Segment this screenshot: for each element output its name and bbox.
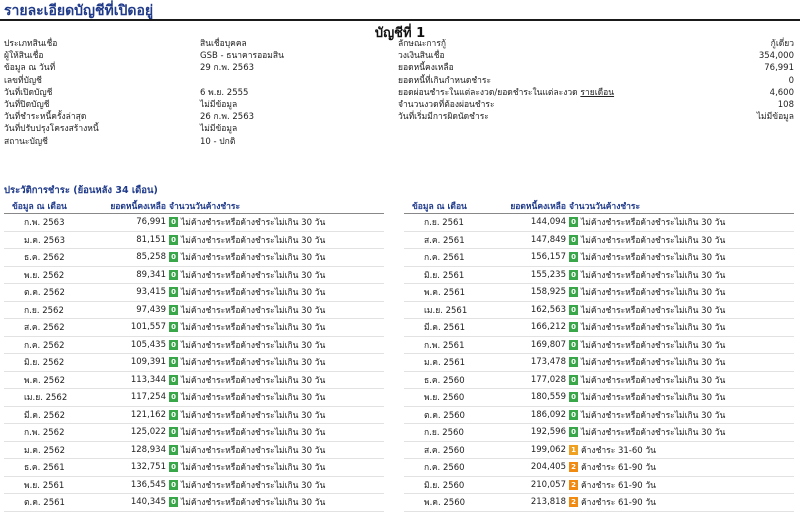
info-row-lender <box>4 50 384 62</box>
table-row <box>404 441 794 459</box>
info-label: ลักษณะการกู้ <box>398 39 447 49</box>
table-row <box>404 459 794 477</box>
status-text: ค้างชำระ 31-60 วัน <box>581 445 656 456</box>
status-text: ไม่ค้างชำระหรือค้างชำระไม่เกิน 30 วัน <box>181 428 326 439</box>
status-text: ไม่ค้างชำระหรือค้างชำระไม่เกิน 30 วัน <box>581 393 726 404</box>
status-cell <box>169 406 384 424</box>
status-text: ไม่ค้างชำระหรือค้างชำระไม่เกิน 30 วัน <box>581 253 726 264</box>
table-header-row <box>404 199 794 214</box>
status-badge: 0 <box>169 427 178 437</box>
balance-cell: 89,341 <box>82 266 169 284</box>
info-row-credit-limit <box>398 50 794 62</box>
month-cell: พ.ย. 2560 <box>404 389 482 407</box>
status-badge: 0 <box>169 462 178 472</box>
month-cell: ส.ค. 2562 <box>4 319 82 337</box>
balance-cell: 121,162 <box>82 406 169 424</box>
month-cell: ก.พ. 2561 <box>404 336 482 354</box>
info-label: เลขที่บัญชี <box>4 75 42 86</box>
month-cell: ต.ค. 2561 <box>4 494 82 512</box>
month-cell: ธ.ค. 2562 <box>4 249 82 267</box>
payment-history-table-left <box>4 199 384 512</box>
month-cell: ก.ค. 2560 <box>404 459 482 477</box>
status-badge: 0 <box>569 340 578 350</box>
balance-cell: 180,559 <box>482 389 569 407</box>
info-row-outstanding-balance <box>398 62 794 74</box>
status-cell <box>169 319 384 337</box>
balance-cell: 76,991 <box>82 214 169 232</box>
status-text: ไม่ค้างชำระหรือค้างชำระไม่เกิน 30 วัน <box>181 463 326 474</box>
table-row <box>4 459 384 477</box>
status-cell <box>169 389 384 407</box>
column-header-status: จำนวนวันค้างชำระ <box>169 199 384 214</box>
installment-frequency-link[interactable]: รายเดือน <box>580 87 615 98</box>
table-row <box>404 424 794 442</box>
status-badge: 0 <box>569 235 578 245</box>
status-cell <box>569 231 794 249</box>
info-row-account-number <box>4 75 384 87</box>
month-cell: ม.ค. 2563 <box>4 231 82 249</box>
title-divider <box>0 19 800 21</box>
balance-cell: 113,344 <box>82 371 169 389</box>
status-cell <box>169 284 384 302</box>
balance-cell: 101,557 <box>82 319 169 337</box>
info-row-close-date <box>4 99 384 111</box>
info-label: ยอดหนี้คงเหลือ <box>398 63 454 74</box>
column-header-month: ข้อมูล ณ เดือน <box>4 199 82 214</box>
status-text: ไม่ค้างชำระหรือค้างชำระไม่เกิน 30 วัน <box>581 305 726 316</box>
status-badge: 0 <box>569 287 578 297</box>
account-title: บัญชีที่ 1 <box>374 26 426 41</box>
info-label <box>398 87 614 99</box>
status-cell <box>169 354 384 372</box>
info-row-open-date <box>4 87 384 99</box>
info-row-installment-count <box>398 99 794 111</box>
status-text: ไม่ค้างชำระหรือค้างชำระไม่เกิน 30 วัน <box>581 428 726 439</box>
info-label: วันที่ชำระหนี้ครั้งล่าสุด <box>4 112 87 123</box>
month-cell: ก.ค. 2561 <box>404 249 482 267</box>
table-row <box>4 424 384 442</box>
status-cell <box>569 301 794 319</box>
table-row <box>4 389 384 407</box>
info-label: ยอดหนี้ที่เกินกำหนดชำระ <box>398 75 492 86</box>
status-text: ไม่ค้างชำระหรือค้างชำระไม่เกิน 30 วัน <box>181 410 326 421</box>
balance-cell: 125,022 <box>82 424 169 442</box>
month-cell: ก.พ. 2562 <box>4 424 82 442</box>
status-badge: 0 <box>569 427 578 437</box>
table-row <box>4 319 384 337</box>
table-row <box>404 406 794 424</box>
balance-cell: 109,391 <box>82 354 169 372</box>
status-text: ไม่ค้างชำระหรือค้างชำระไม่เกิน 30 วัน <box>181 253 326 264</box>
table-row <box>4 476 384 494</box>
table-row <box>4 354 384 372</box>
month-cell: ก.พ. 2563 <box>4 214 82 232</box>
month-cell: เม.ย. 2561 <box>404 301 482 319</box>
status-badge: 0 <box>169 270 178 280</box>
info-value: 29 ก.พ. 2563 <box>200 63 255 74</box>
info-label: วงเงินสินเชื่อ <box>398 51 445 62</box>
table-row <box>404 301 794 319</box>
column-header-balance: ยอดหนี้คงเหลือ <box>482 199 569 214</box>
info-value: 6 พ.ย. 2555 <box>200 87 249 98</box>
status-text: ไม่ค้างชำระหรือค้างชำระไม่เกิน 30 วัน <box>181 498 326 509</box>
status-text: ค้างชำระ 61-90 วัน <box>581 480 656 491</box>
balance-cell: 128,934 <box>82 441 169 459</box>
status-cell <box>569 336 794 354</box>
info-value: 26 ก.พ. 2563 <box>200 112 255 123</box>
month-cell: ม.ค. 2562 <box>4 441 82 459</box>
info-value: 108 <box>777 99 794 110</box>
status-badge: 0 <box>169 497 178 507</box>
table-row <box>4 284 384 302</box>
month-cell: พ.ค. 2562 <box>4 371 82 389</box>
status-text: ไม่ค้างชำระหรือค้างชำระไม่เกิน 30 วัน <box>581 323 726 334</box>
info-value: GSB - ธนาคารออมสิน <box>200 51 284 62</box>
status-badge: 0 <box>169 235 178 245</box>
balance-cell: 169,807 <box>482 336 569 354</box>
info-label: ข้อมูล ณ วันที่ <box>4 63 56 74</box>
balance-cell: 140,345 <box>82 494 169 512</box>
table-row <box>4 214 384 232</box>
status-text: ไม่ค้างชำระหรือค้างชำระไม่เกิน 30 วัน <box>581 235 726 246</box>
status-cell <box>569 406 794 424</box>
info-row-account-status <box>4 136 384 148</box>
balance-cell: 204,405 <box>482 459 569 477</box>
balance-cell: 210,057 <box>482 476 569 494</box>
status-cell <box>169 231 384 249</box>
table-row <box>404 336 794 354</box>
status-cell <box>169 301 384 319</box>
month-cell: มี.ค. 2562 <box>4 406 82 424</box>
status-text: ไม่ค้างชำระหรือค้างชำระไม่เกิน 30 วัน <box>181 288 326 299</box>
status-text: ไม่ค้างชำระหรือค้างชำระไม่เกิน 30 วัน <box>181 445 326 456</box>
status-badge: 0 <box>169 445 178 455</box>
balance-cell: 97,439 <box>82 301 169 319</box>
info-value: 10 - ปกติ <box>200 136 236 147</box>
status-text: ไม่ค้างชำระหรือค้างชำระไม่เกิน 30 วัน <box>581 288 726 299</box>
balance-cell: 85,258 <box>82 249 169 267</box>
info-value: 4,600 <box>769 87 794 98</box>
status-cell <box>169 424 384 442</box>
status-cell <box>169 371 384 389</box>
info-row-loan-nature <box>398 38 794 50</box>
info-label: วันที่ปรับปรุงโครงสร้างหนี้ <box>4 124 99 135</box>
table-row <box>404 494 794 512</box>
status-cell <box>169 476 384 494</box>
month-cell: ม.ค. 2561 <box>404 354 482 372</box>
month-cell: ก.ค. 2562 <box>4 336 82 354</box>
month-cell: พ.ย. 2562 <box>4 266 82 284</box>
status-badge: 2 <box>569 480 578 490</box>
status-badge: 0 <box>169 252 178 262</box>
month-cell: ต.ค. 2560 <box>404 406 482 424</box>
balance-cell: 156,157 <box>482 249 569 267</box>
table-row <box>404 389 794 407</box>
table-row <box>4 249 384 267</box>
status-cell <box>569 284 794 302</box>
status-badge: 0 <box>569 217 578 227</box>
table-row <box>4 266 384 284</box>
account-info-right <box>398 38 794 123</box>
status-cell <box>169 459 384 477</box>
history-rows-right <box>404 214 794 512</box>
month-cell: ก.ย. 2560 <box>404 424 482 442</box>
info-value: 354,000 <box>758 51 794 62</box>
status-cell <box>169 214 384 232</box>
status-badge: 0 <box>169 375 178 385</box>
status-text: ไม่ค้างชำระหรือค้างชำระไม่เกิน 30 วัน <box>181 340 326 351</box>
month-cell: ธ.ค. 2560 <box>404 371 482 389</box>
table-row <box>4 371 384 389</box>
account-info-left <box>4 38 384 148</box>
status-text: ค้างชำระ 61-90 วัน <box>581 463 656 474</box>
balance-cell: 192,596 <box>482 424 569 442</box>
month-cell: พ.ค. 2561 <box>404 284 482 302</box>
table-row <box>404 266 794 284</box>
status-cell <box>569 214 794 232</box>
month-cell: พ.ค. 2560 <box>404 494 482 512</box>
status-text: ไม่ค้างชำระหรือค้างชำระไม่เกิน 30 วัน <box>181 480 326 491</box>
month-cell: มิ.ย. 2561 <box>404 266 482 284</box>
balance-cell: 186,092 <box>482 406 569 424</box>
status-text: ไม่ค้างชำระหรือค้างชำระไม่เกิน 30 วัน <box>181 393 326 404</box>
status-text: ไม่ค้างชำระหรือค้างชำระไม่เกิน 30 วัน <box>581 358 726 369</box>
month-cell: มี.ค. 2561 <box>404 319 482 337</box>
balance-cell: 105,435 <box>82 336 169 354</box>
table-row <box>4 494 384 512</box>
month-cell: ต.ค. 2562 <box>4 284 82 302</box>
month-cell: ส.ค. 2560 <box>404 441 482 459</box>
balance-cell: 132,751 <box>82 459 169 477</box>
column-header-month: ข้อมูล ณ เดือน <box>404 199 482 214</box>
status-badge: 0 <box>169 392 178 402</box>
table-row <box>4 301 384 319</box>
status-text: ไม่ค้างชำระหรือค้างชำระไม่เกิน 30 วัน <box>581 340 726 351</box>
info-label: ผู้ให้สินเชื่อ <box>4 51 44 62</box>
table-row <box>404 284 794 302</box>
info-row-default-start <box>398 111 794 123</box>
status-badge: 0 <box>569 270 578 280</box>
table-row <box>404 231 794 249</box>
info-row-loan-type <box>4 38 384 50</box>
info-row-overdue-amount <box>398 75 794 87</box>
status-cell <box>569 249 794 267</box>
installment-label: ยอดผ่อนชำระในแต่ละงวด/ยอดชำระในแต่ละงวด <box>398 87 578 98</box>
status-cell <box>169 336 384 354</box>
info-value: ไม่มีข้อมูล <box>200 99 238 110</box>
info-value: กู้เดี่ยว <box>770 39 794 49</box>
info-label: วันที่เริ่มมีการผิดนัดชำระ <box>398 112 489 123</box>
column-header-status: จำนวนวันค้างชำระ <box>569 199 794 214</box>
payment-history-table-right <box>404 199 794 512</box>
status-badge: 0 <box>569 357 578 367</box>
status-cell <box>569 441 794 459</box>
info-label: ประเภทสินเชื่อ <box>4 39 58 49</box>
status-cell <box>569 424 794 442</box>
status-cell <box>569 476 794 494</box>
balance-cell: 166,212 <box>482 319 569 337</box>
status-badge: 0 <box>169 322 178 332</box>
status-badge: 0 <box>169 305 178 315</box>
info-row-data-date <box>4 62 384 74</box>
status-cell <box>569 494 794 512</box>
info-label: วันที่เปิดบัญชี <box>4 87 53 98</box>
balance-cell: 199,062 <box>482 441 569 459</box>
table-row <box>4 441 384 459</box>
status-badge: 2 <box>569 462 578 472</box>
month-cell: เม.ย. 2562 <box>4 389 82 407</box>
month-cell: ก.ย. 2561 <box>404 214 482 232</box>
balance-cell: 162,563 <box>482 301 569 319</box>
table-row <box>404 371 794 389</box>
balance-cell: 173,478 <box>482 354 569 372</box>
status-text: ไม่ค้างชำระหรือค้างชำระไม่เกิน 30 วัน <box>181 358 326 369</box>
month-cell: มิ.ย. 2562 <box>4 354 82 372</box>
info-row-restructure-date <box>4 123 384 135</box>
status-cell <box>569 389 794 407</box>
info-label: วันที่ปิดบัญชี <box>4 99 50 110</box>
balance-cell: 136,545 <box>82 476 169 494</box>
info-value: ไม่มีข้อมูล <box>200 124 238 135</box>
status-badge: 0 <box>569 410 578 420</box>
status-text: ไม่ค้างชำระหรือค้างชำระไม่เกิน 30 วัน <box>581 410 726 421</box>
status-badge: 0 <box>169 480 178 490</box>
month-cell: มิ.ย. 2560 <box>404 476 482 494</box>
table-row <box>4 231 384 249</box>
balance-cell: 93,415 <box>82 284 169 302</box>
info-value: ไม่มีข้อมูล <box>756 112 794 123</box>
table-row <box>404 319 794 337</box>
status-badge: 0 <box>569 375 578 385</box>
status-badge: 0 <box>169 357 178 367</box>
status-text: ไม่ค้างชำระหรือค้างชำระไม่เกิน 30 วัน <box>581 218 726 229</box>
table-row <box>404 354 794 372</box>
balance-cell: 177,028 <box>482 371 569 389</box>
month-cell: ธ.ค. 2561 <box>4 459 82 477</box>
page-title: รายละเอียดบัญชีที่เปิดอยู่ <box>4 3 154 19</box>
history-rows-left <box>4 214 384 512</box>
status-text: ค้างชำระ 61-90 วัน <box>581 498 656 509</box>
status-text: ไม่ค้างชำระหรือค้างชำระไม่เกิน 30 วัน <box>181 218 326 229</box>
status-badge: 2 <box>569 497 578 507</box>
table-row <box>404 476 794 494</box>
balance-cell: 147,849 <box>482 231 569 249</box>
table-row <box>4 406 384 424</box>
table-header-row <box>4 199 384 214</box>
status-cell <box>569 371 794 389</box>
status-cell <box>169 266 384 284</box>
info-value: สินเชื่อบุคคล <box>200 39 247 49</box>
status-badge: 0 <box>569 252 578 262</box>
status-badge: 0 <box>169 287 178 297</box>
status-text: ไม่ค้างชำระหรือค้างชำระไม่เกิน 30 วัน <box>181 270 326 281</box>
status-text: ไม่ค้างชำระหรือค้างชำระไม่เกิน 30 วัน <box>181 375 326 386</box>
info-value: 0 <box>788 75 794 86</box>
status-text: ไม่ค้างชำระหรือค้างชำระไม่เกิน 30 วัน <box>181 305 326 316</box>
status-badge: 0 <box>169 340 178 350</box>
column-header-balance: ยอดหนี้คงเหลือ <box>82 199 169 214</box>
status-cell <box>569 459 794 477</box>
info-row-last-payment <box>4 111 384 123</box>
status-text: ไม่ค้างชำระหรือค้างชำระไม่เกิน 30 วัน <box>581 270 726 281</box>
month-cell: พ.ย. 2561 <box>4 476 82 494</box>
status-badge: 0 <box>569 305 578 315</box>
table-row <box>404 214 794 232</box>
status-badge: 0 <box>169 410 178 420</box>
status-cell <box>569 266 794 284</box>
status-cell <box>569 354 794 372</box>
info-value: 76,991 <box>764 63 794 74</box>
balance-cell: 117,254 <box>82 389 169 407</box>
balance-cell: 155,235 <box>482 266 569 284</box>
balance-cell: 213,818 <box>482 494 569 512</box>
info-label: สถานะบัญชี <box>4 136 48 147</box>
status-text: ไม่ค้างชำระหรือค้างชำระไม่เกิน 30 วัน <box>581 375 726 386</box>
balance-cell: 144,094 <box>482 214 569 232</box>
balance-cell: 158,925 <box>482 284 569 302</box>
status-cell <box>169 494 384 512</box>
balance-cell: 81,151 <box>82 231 169 249</box>
table-row <box>4 336 384 354</box>
status-cell <box>169 249 384 267</box>
status-cell <box>169 441 384 459</box>
status-badge: 0 <box>569 322 578 332</box>
status-cell <box>569 319 794 337</box>
info-row-installment <box>398 87 794 99</box>
status-text: ไม่ค้างชำระหรือค้างชำระไม่เกิน 30 วัน <box>181 235 326 246</box>
status-badge: 1 <box>569 445 578 455</box>
info-label: จำนวนงวดที่ต้องผ่อนชำระ <box>398 99 495 110</box>
status-badge: 0 <box>569 392 578 402</box>
status-text: ไม่ค้างชำระหรือค้างชำระไม่เกิน 30 วัน <box>181 323 326 334</box>
payment-history-title: ประวัติการชำระ (ย้อนหลัง 34 เดือน) <box>4 185 158 196</box>
table-row <box>404 249 794 267</box>
status-badge: 0 <box>169 217 178 227</box>
month-cell: ส.ค. 2561 <box>404 231 482 249</box>
month-cell: ก.ย. 2562 <box>4 301 82 319</box>
